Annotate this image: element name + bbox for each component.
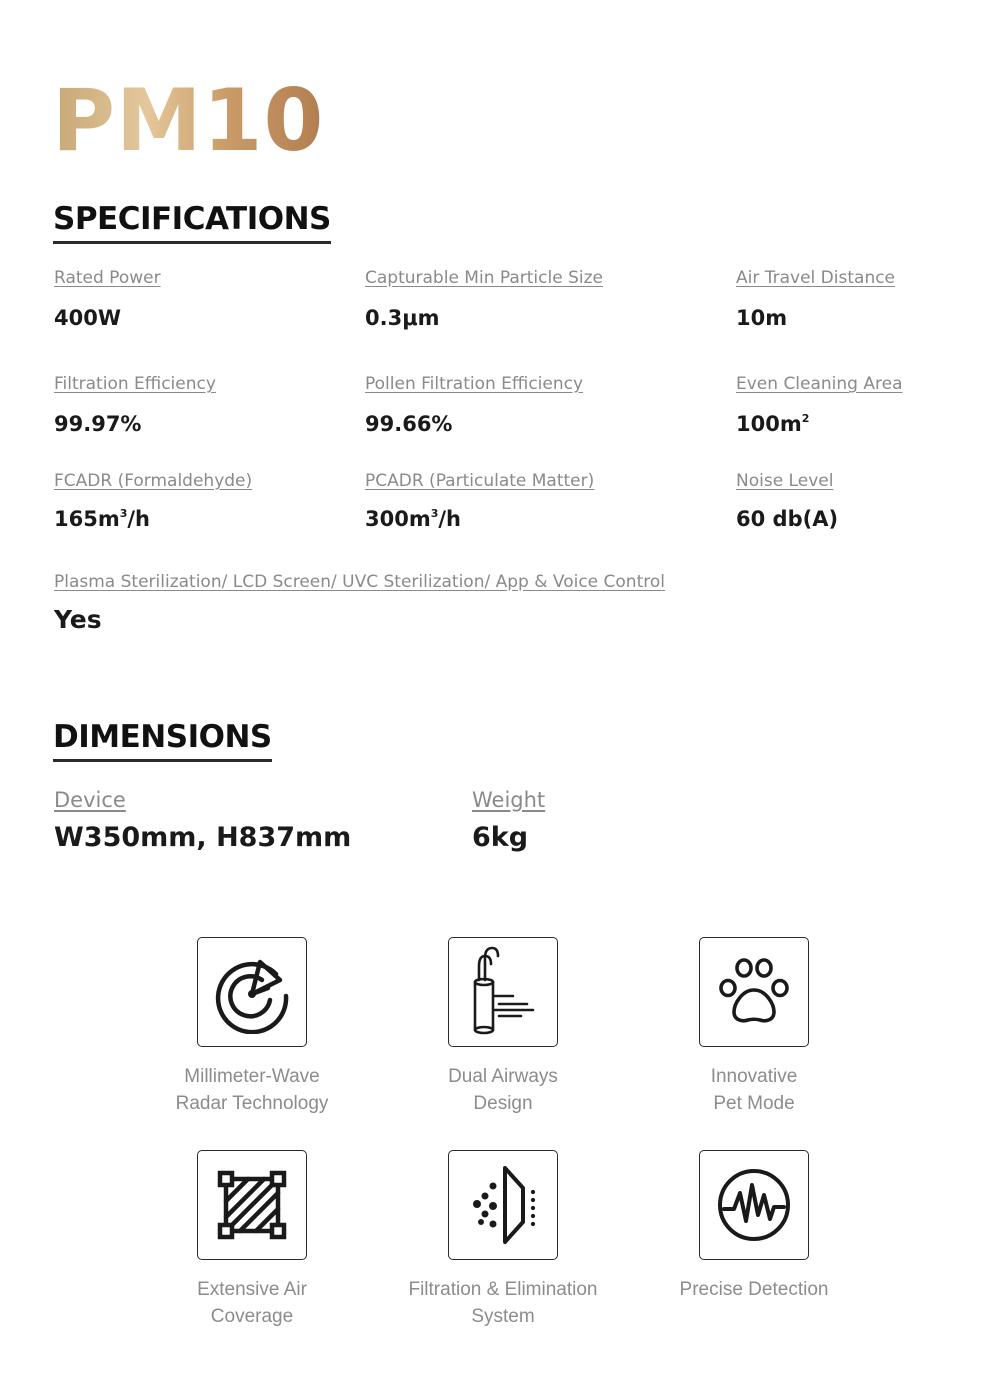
cleaning-area-label: Even Cleaning Area (736, 374, 903, 394)
noise-level-value: 60 db(A) (736, 507, 839, 531)
feature-coverage-label: Extensive Air Coverage (197, 1279, 307, 1327)
particle-size-value: 0.3μm (365, 306, 440, 330)
features-row-label: Plasma Sterilization/ LCD Screen/ UVC Sterilization/ App & Voice Control (54, 572, 665, 592)
feature-detection (634, 1150, 874, 1303)
feature-filtration (383, 1150, 623, 1330)
filter-icon (448, 1150, 558, 1260)
pulse-icon (699, 1150, 809, 1260)
features-row-value: Yes (54, 605, 102, 634)
cleaning-area-value: $100m^2$ (736, 412, 810, 436)
specifications-title: SPECIFICATIONS (53, 204, 331, 244)
air-travel-label: Air Travel Distance (736, 268, 896, 288)
device-value: W350mm, H837mm (54, 822, 352, 853)
pcadr-label: PCADR (Particulate Matter) (365, 471, 595, 491)
dimensions-title: DIMENSIONS (53, 722, 272, 762)
brand-logo: PM10 (52, 71, 325, 171)
air-travel-value: 10m (736, 306, 788, 330)
weight-value: 6kg (472, 822, 529, 853)
feature-dual-airways-label: Dual Airways Design (448, 1066, 558, 1114)
feature-radar-label: Millimeter-Wave Radar Technology (175, 1066, 329, 1114)
device-label: Device (54, 788, 126, 812)
fcadr-label: FCADR (Formaldehyde) (54, 471, 253, 491)
feature-pet-mode-label: Innovative Pet Mode (710, 1066, 798, 1114)
filtration-efficiency-label: Filtration Efficiency (54, 374, 216, 394)
noise-level-label: Noise Level (736, 471, 834, 491)
feature-radar (132, 937, 372, 1117)
paw-icon (699, 937, 809, 1047)
radar-icon (197, 937, 307, 1047)
pcadr-value: $300m^3/h$ (365, 507, 461, 531)
feature-pet-mode (634, 937, 874, 1117)
fcadr-value: $165m^3/h$ (54, 507, 150, 531)
rated-power-value: 400W (54, 306, 121, 330)
pollen-efficiency-label: Pollen Filtration Efficiency (365, 374, 584, 394)
particle-size-label: Capturable Min Particle Size (365, 268, 603, 288)
feature-dual-airways (383, 937, 623, 1117)
filtration-efficiency-value: 99.97% (54, 412, 142, 436)
dual-airways-icon (448, 937, 558, 1047)
pollen-efficiency-value: 99.66% (365, 412, 453, 436)
feature-detection-label: Precise Detection (679, 1279, 829, 1300)
rated-power-label: Rated Power (54, 268, 161, 288)
feature-coverage (132, 1150, 372, 1330)
weight-label: Weight (472, 788, 546, 812)
feature-filtration-label: Filtration & Elimination System (408, 1279, 598, 1327)
coverage-icon (197, 1150, 307, 1260)
